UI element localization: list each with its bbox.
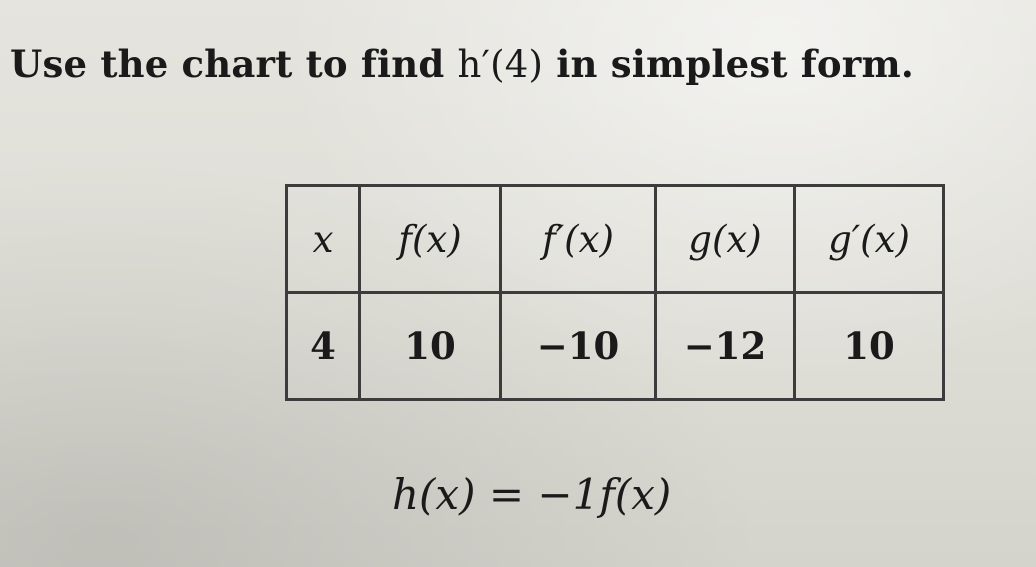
table-row — [287, 293, 944, 400]
cell-f-value: 10 — [360, 293, 501, 400]
value-table — [285, 184, 945, 401]
function-equation: h(x) = −1f(x) — [392, 470, 672, 519]
column-header-f-prime: f′(x) — [501, 186, 656, 293]
cell-g-value: −12 — [656, 293, 795, 400]
cell-f-prime-value: −10 — [501, 293, 656, 400]
table-header-row — [287, 186, 944, 293]
question-prompt — [10, 42, 914, 86]
column-header-x: x — [287, 186, 360, 293]
column-header-g-prime: g′(x) — [795, 186, 944, 293]
cell-x-value: 4 — [287, 293, 360, 400]
question-target: h′(4) — [457, 43, 544, 86]
question-suffix: in simplest form. — [556, 42, 914, 86]
column-header-f: f(x) — [360, 186, 501, 293]
column-header-g: g(x) — [656, 186, 795, 293]
cell-g-prime-value: 10 — [795, 293, 944, 400]
question-prefix: Use the chart to find — [10, 42, 445, 86]
